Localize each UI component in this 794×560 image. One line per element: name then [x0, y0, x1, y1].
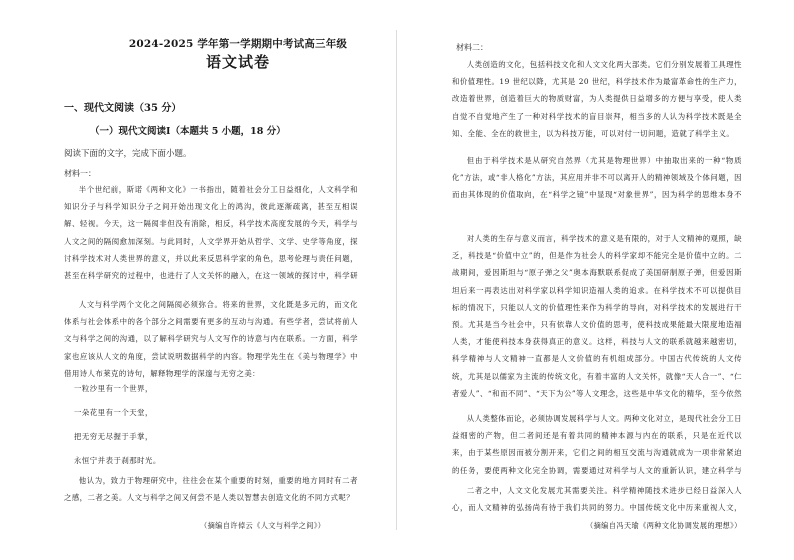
poem-line-4: 永恒宁并表于刹那时光。: [74, 456, 161, 465]
material-two-paragraph-5: 二者之中，人文文化发展尤其需要关注。科学精神随技术进步已经日益深入人心，而人文精神的弘扬尚有待于我们共同的努力。中国传统文化中历来重视人文，: [452, 486, 742, 513]
subsection-heading: （一）现代文阅读Ⅰ（本题共 5 小题，18 分）: [90, 126, 286, 137]
material-one-label: 材料一：: [64, 169, 96, 178]
material-two-paragraph-4: 从人类整体而论，必须协调发展科学与人文。两种文化对立，是现代社会分工日益细密的产物，但二者间还是有着共同的精神本源与内在的联系，只是在近代以来，由于某些原因而被分割开来，它们之间的相互交流与沟通就成为一项非常紧迫的任务，要使两种文化完全协调，需要通过对科学与人文的重新认识，建立科学与: [452, 414, 742, 475]
material-two-label: 材料二：: [456, 43, 488, 52]
exam-title: 2024-2025 学年第一学期期中考试高三年级: [128, 38, 348, 50]
poem-line-3: 把无穷无尽握于手掌，: [74, 432, 153, 441]
material-two-paragraph-2: 但由于科学技术是从研究自然界（尤其是物理世界）中抽取出来的一种“物质化”方法，或“非人格化”方法，其应用并非不可以离开人的精神领域及个体问题，因而由其体现的价值取向，在“科学之镜”中显现“对象世界”，因为科学的思维本身不: [452, 156, 742, 200]
section-heading: 一、现代文阅读（35 分）: [64, 103, 182, 114]
material-one-source: （摘编自许倬云《人文与科学之间》）: [200, 521, 326, 530]
reading-instruction: 阅读下面的文字，完成下面小题。: [64, 149, 192, 159]
material-two-source: （摘编自冯天瑜《两种文化协调发展的理想》）: [586, 521, 742, 530]
poem-line-1: 一粒沙里有一个世界，: [74, 384, 153, 393]
material-one-paragraph-1: 半个世纪前，斯诺《两种文化》一书指出，随着社会分工日益细化，人文科学和知识分子与科学知识分子之间开始出现文化上的鸿沟，彼此逐渐疏离，甚至互相误解、轻视。今天，这一隔阂非但没有消除，相反，科学技术高度发展的今天，科学与人文之间的隔阂愈加深刻。与此同时，人文学界开始从哲学、文学、史学等角度，探讨科学技术对人类世界的意义，并以此来反思科学家的角色，思考伦理与责任问题，甚至在科学研究的过程中，也进行了人文关怀的融入，在这一领域的探讨中，科学研: [64, 185, 358, 281]
material-two-paragraph-1: 人类创造的文化，包括科技文化和人文文化两大部类。它们分别发展着工具理性和价值理性。19 世纪以降，尤其是 20 世纪，科学技术作为最富革命性的生产力，改造着世界，创造着巨大的物质财富，为人类提供日益增多的方便与享受，使人类自觉不自觉地产生了一种对科学技术的盲目崇拜，相当多的人认为科学技术既是全知、全能、全在的救世主，以为科技万能，可以对付一切问题，造就了科学主义。: [452, 60, 742, 138]
material-two-paragraph-3: 对人类的生存与意义而言，科学技术的意义是有限的，对于人文精神的观照，缺乏，科技是“价值中立”的，但是作为社会人的科学家却不能完全是价值中立的。二战期间，爱因斯坦与“原子弹之父”奥本海默联系促成了美国研制原子弹，但爱因斯坦后来一再表达出对科学家以科学知识造福人类的追求。在科学技术不可以提供目标的情况下，只能以人文的价值理性来作为科学的导向，对科学技术的发展进行干预。尤其是当今社会中，只有依靠人文价值的思考，使科技成果能最大限度地造福人类，才能使科技本身获得真正的意义。这样，科技与人文的联系就越来越密切，科学精神与人文精神一直都是人文价值的有机组成部分。中国古代传统的人文传统，尤其是以儒家为主流的传统文化，有着丰富的人文关怀，就像“天人合一”、“仁者爱人”、“和而不同”、“天下为公”等人文理念，这些是中华文化的精华，至今依然: [452, 234, 742, 398]
material-one-paragraph-2: 人文与科学两个文化之间隔阂必须弥合。将来的世界，文化既是多元的，而文化体系与社会体系中的各个部分之间需要有更多的互动与沟通。有些学者，尝试将前人文与科学之间的沟通，以了解科学研究与人文写作的诗意与内在联系。一方面，科学家也应该从人文的角度，尝试说明数据科学的内容。物理学先生在《美与物理学》中借用诗人布莱克的诗句，解释物理学的深邃与无穷之美：: [64, 300, 358, 378]
subject-title: 语文试卷: [205, 53, 270, 71]
poem-line-2: 一朵花里有一个天堂，: [74, 408, 153, 417]
material-one-paragraph-3: 他认为，致力于物理研究中，往往会在某个重要的时刻，重要的地方同时有二者之感，二者之美。人文与科学之间又何尝不是人类以智慧去创造文化的不同方式呢？: [64, 476, 358, 503]
